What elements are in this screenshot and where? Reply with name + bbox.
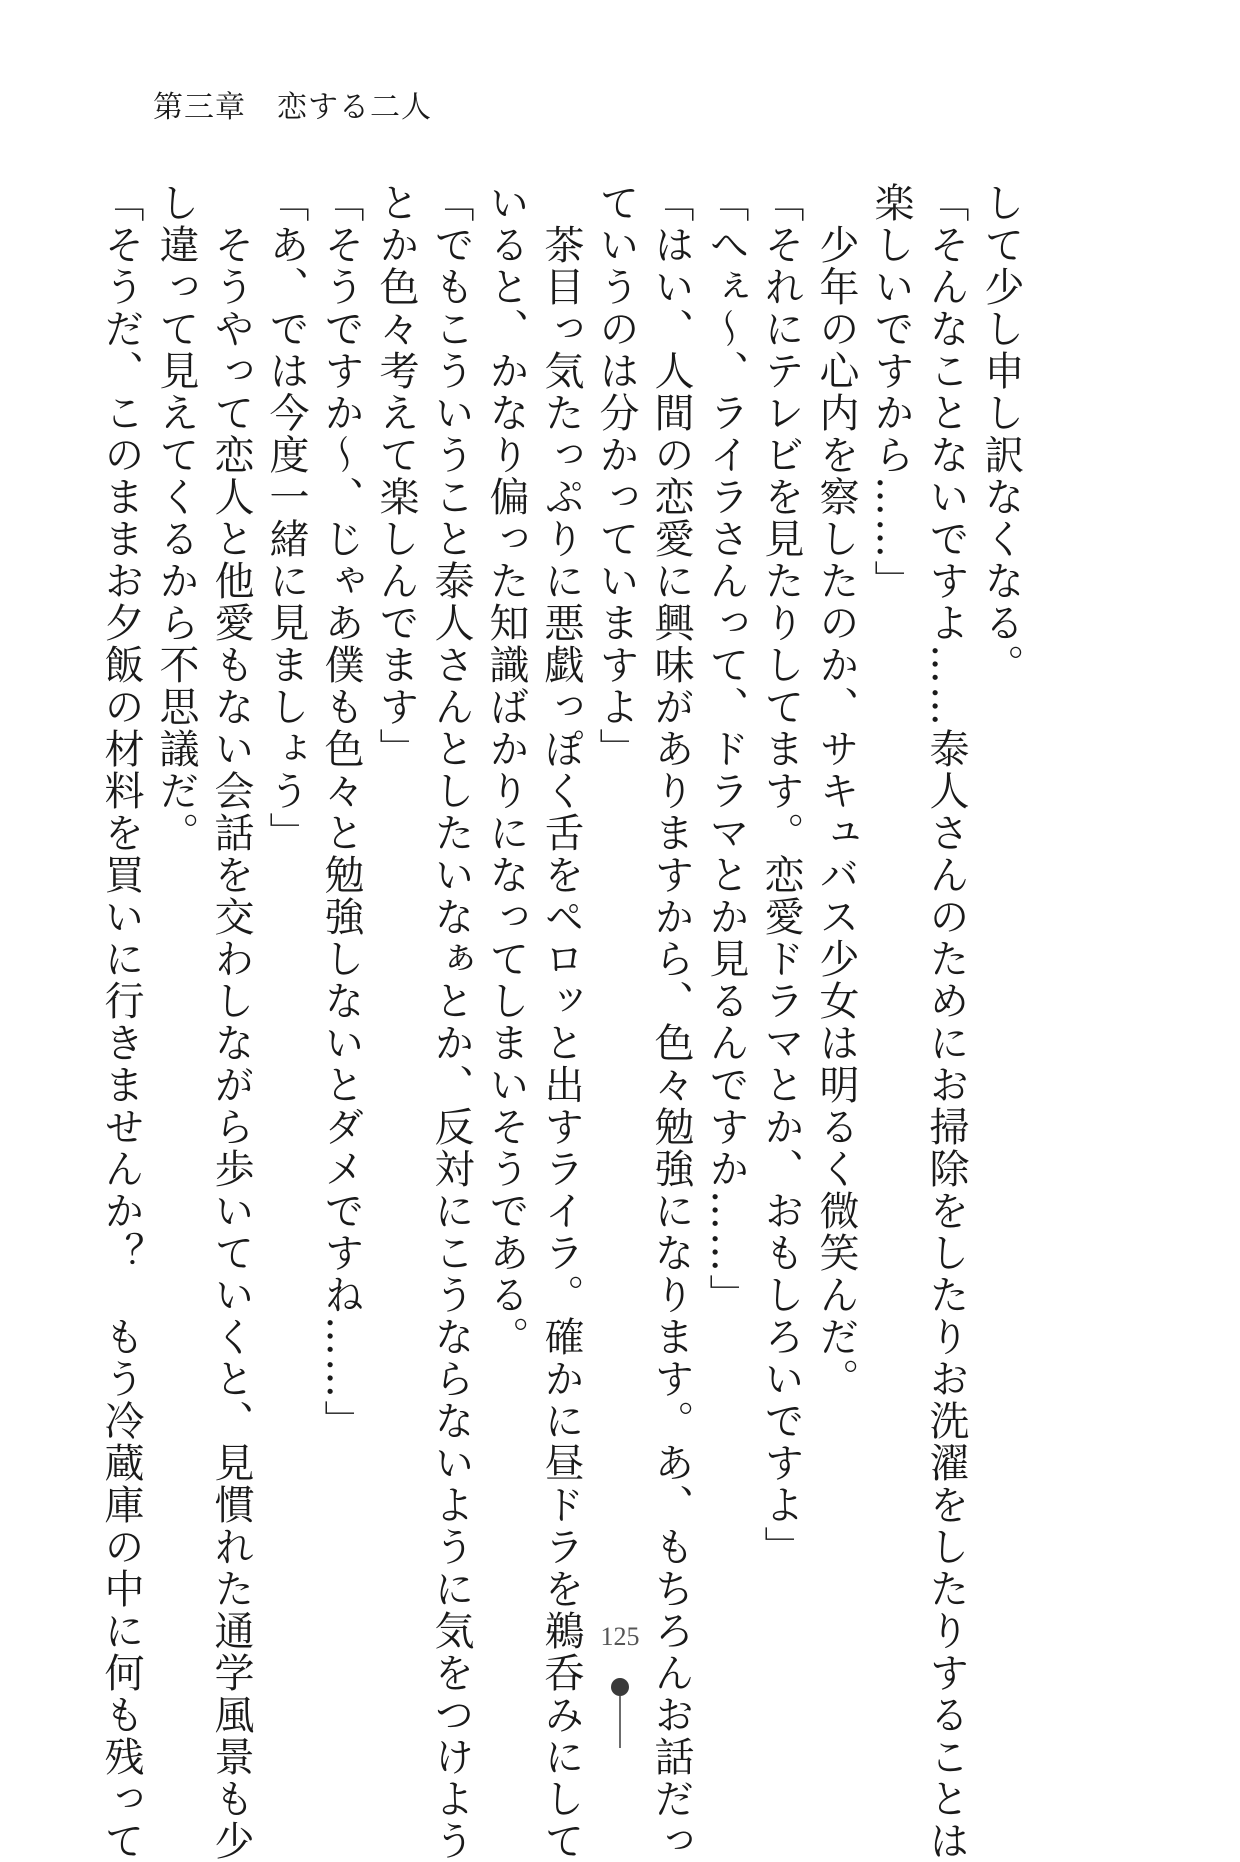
text-line: して少し申し訳なくなる。 [978,182,1024,686]
text-line: 「そうですか～、じゃあ僕も色々と勉強しないとダメですね……」 [318,182,364,1442]
text-line: ていうのは分かっていますよ」 [593,182,639,770]
text-line: とか色々考えて楽しんでます」 [373,182,419,770]
text-line: 「あ、では今度一緒に見ましょう」 [263,182,309,854]
text-line: そうやって恋人と他愛もない会話を交わしながら歩いていくと、見慣れた通学風景も少 [208,182,254,1862]
text-line: 「それにテレビを見たりしてます。恋愛ドラマとか、おもしろいですよ」 [758,182,804,1568]
text-line: 楽しいですから……」 [868,182,914,602]
text-line: いると、かなり偏った知識ばかりになってしまいそうである。 [483,182,529,1358]
text-line: し違って見えてくるから不思議だ。 [153,182,199,854]
text-line: 「そんなことないですよ……泰人さんのためにお掃除をしたりお洗濯をしたりすることは [923,182,969,1862]
page-number: 125 [600,1622,640,1651]
text-line: 茶目っ気たっぷりに悪戯っぽく舌をペロッと出すライラ。確かに昼ドラを鵜呑みにして [538,182,584,1862]
text-line: 少年の心内を察したのか、サキュバス少女は明るく微笑んだ。 [813,182,859,1400]
chapter-title: 第三章 恋する二人 [153,90,432,125]
ornament-dot [611,1678,629,1696]
text-line: 「はい、人間の恋愛に興味がありますから、色々勉強になります。あ、もちろんお話だっ [648,182,694,1862]
text-line: 「へぇ～、ライラさんって、ドラマとか見るんですか……」 [703,182,749,1316]
text-line: 「でもこういうこと泰人さんとしたいなぁとか、反対にこうならないように気をつけよう [428,182,474,1862]
text-line: 「そうだ、このままお夕飯の材料を買いに行きませんか？ もう冷蔵庫の中に何も残って [98,182,144,1862]
